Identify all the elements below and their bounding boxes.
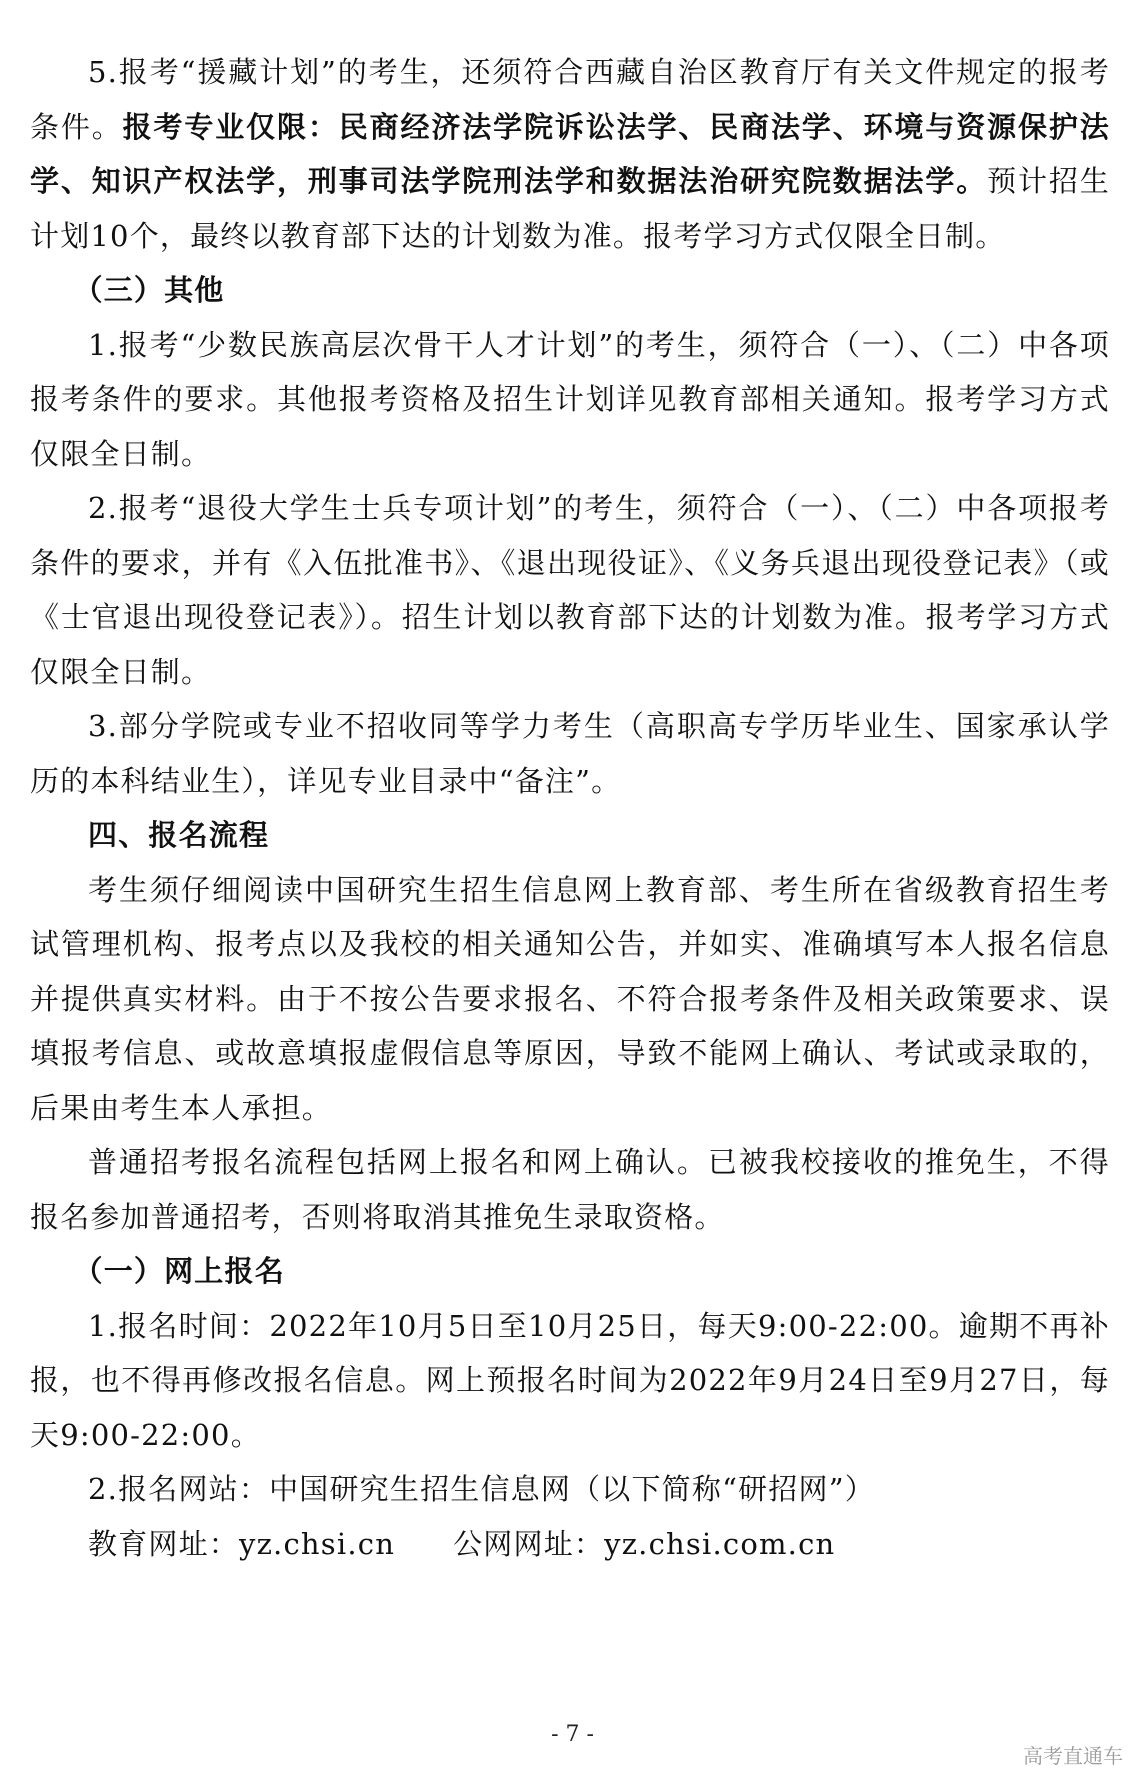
paragraph-bold-text: 报考专业仅限：民商经济法学院诉讼法学、民商法学、环境与资源保护法学、知识产权法学，刑事司法学院刑法学和数据法治研究院数据法学。 bbox=[30, 109, 1110, 198]
registration-urls bbox=[30, 1517, 1110, 1572]
section-heading-other: （三）其他 bbox=[73, 273, 225, 307]
paragraph-minority-plan: 1.报考“少数民族高层次骨干人才计划”的考生，须符合（一）、（二）中各项报考条件的要求。其他报考资格及招生计划详见教育部相关通知。报考学习方式仅限全日制。 bbox=[30, 327, 1110, 471]
section-heading-process: 四、报名流程 bbox=[88, 818, 270, 852]
paragraph-process-steps: 普通招考报名流程包括网上报名和网上确认。已被我校接收的推免生，不得报名参加普通招考，否则将取消其推免生录取资格。 bbox=[30, 1145, 1110, 1234]
section-heading-online: （一）网上报名 bbox=[73, 1254, 285, 1288]
url-public-network[interactable]: 公网网址：yz.chsi.com.cn bbox=[453, 1526, 836, 1561]
paragraph-registration-time: 1.报名时间：2022年10月5日至10月25日，每天9:00-22:00。逾期不再补报，也不得再修改报名信息。网上预报名时间为2022年9月24日至9月27日，每天9:00-22:00。 bbox=[30, 1308, 1110, 1452]
paragraph-text: 预计招生计划10个，最终以教育部下达的计划数为准。报考学习方式仅限全日制。 bbox=[30, 164, 1111, 253]
paragraph-equivalent-degree: 3.部分学院或专业不招收同等学力考生（高职高专学历毕业生、国家承认学历的本科结业生），详见专业目录中“备注”。 bbox=[30, 709, 1110, 798]
paragraph-veteran-plan: 2.报考“退役大学生士兵专项计划”的考生，须符合（一）、（二）中各项报考条件的要求，并有《入伍批准书》、《退出现役证》、《义务兵退出现役登记表》（或《士官退出现役登记表》）。招生计划以教育部下达的计划数为准。报考学习方式仅限全日制。 bbox=[30, 491, 1110, 689]
paragraph-process-notice: 考生须仔细阅读中国研究生招生信息网上教育部、考生所在省级教育招生考试管理机构、报考点以及我校的相关通知公告，并如实、准确填写本人报名信息并提供真实材料。由于不按公告要求报名、不符合报考条件及相关政策要求、误填报考信息、或故意填报虚假信息等原因，导致不能网上确认、考试或录取的，后果由考生本人承担。 bbox=[30, 872, 1110, 1125]
paragraph-text: 5.报考“援藏计划”的考生，还须符合西藏自治区教育厅有关文件规定的报考条件。 bbox=[30, 55, 1110, 144]
url-education-network[interactable]: 教育网址：yz.chsi.cn bbox=[88, 1526, 396, 1561]
page-number: - 7 - bbox=[551, 1722, 594, 1747]
document-body bbox=[30, 45, 1110, 1571]
paragraph-registration-site: 2.报名网站：中国研究生招生信息网（以下简称“研招网”） bbox=[88, 1472, 875, 1506]
watermark: 高考直通车 bbox=[1023, 1744, 1123, 1768]
paragraph-tibet-plan bbox=[30, 45, 1110, 263]
